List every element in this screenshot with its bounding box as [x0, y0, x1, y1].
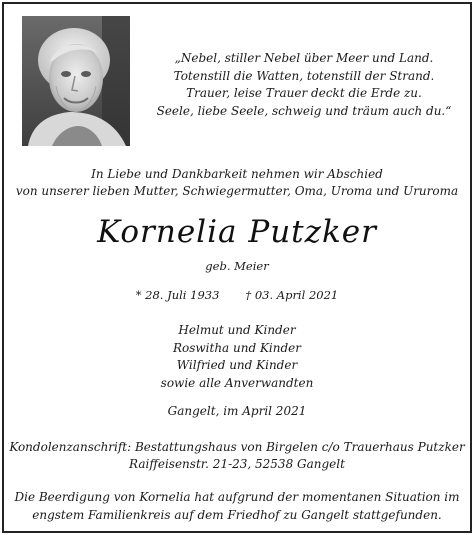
deceased-name: Kornelia Putzker: [97, 214, 377, 250]
poem-line: Totenstill die Watten, totenstill der Strand.: [173, 68, 435, 83]
condolence-address: [0, 439, 474, 473]
farewell-line: In Liebe und Dankbarkeit nehmen wir Abschied: [91, 167, 383, 181]
birth-date: * 28. Juli 1933: [135, 288, 220, 302]
poem-line: Trauer, leise Trauer deckt die Erde zu.: [186, 86, 422, 100]
funeral-note-line: engstem Familienkreis auf dem Friedhof zu Gangelt stattgefunden.: [32, 507, 442, 522]
place-and-date: Gangelt, im April 2021: [167, 404, 307, 418]
mourners-list: [0, 322, 474, 392]
farewell-text: [0, 166, 474, 200]
condolence-line: Kondolenzanschrift: Bestattungshaus von Birgelen c/o Trauerhaus Putzker: [9, 440, 465, 454]
death-date: † 03. April 2021: [245, 288, 339, 302]
condolence-line: Raiffeisenstr. 21-23, 52538 Gangelt: [129, 457, 345, 471]
poem-line: „Nebel, stiller Nebel über Meer und Land.: [174, 51, 434, 65]
mourner-line: Helmut und Kinder: [178, 323, 296, 337]
poem-line: Seele, liebe Seele, schweig und träum auch du.“: [156, 103, 452, 118]
farewell-line: von unserer lieben Mutter, Schwiegermutter, Oma, Uroma und Ururoma: [15, 184, 459, 198]
poem: [148, 50, 460, 120]
mourner-line: Roswitha und Kinder: [172, 340, 302, 355]
life-dates: [0, 287, 474, 303]
mourner-line: sowie alle Anverwandten: [160, 375, 314, 390]
funeral-note: [0, 489, 474, 524]
maiden-name: geb. Meier: [205, 259, 269, 273]
portrait-photo: [22, 16, 130, 146]
funeral-note-line: Die Beerdigung von Kornelia hat aufgrund der momentanen Situation im: [14, 490, 460, 504]
mourner-line: Wilfried und Kinder: [176, 358, 298, 372]
